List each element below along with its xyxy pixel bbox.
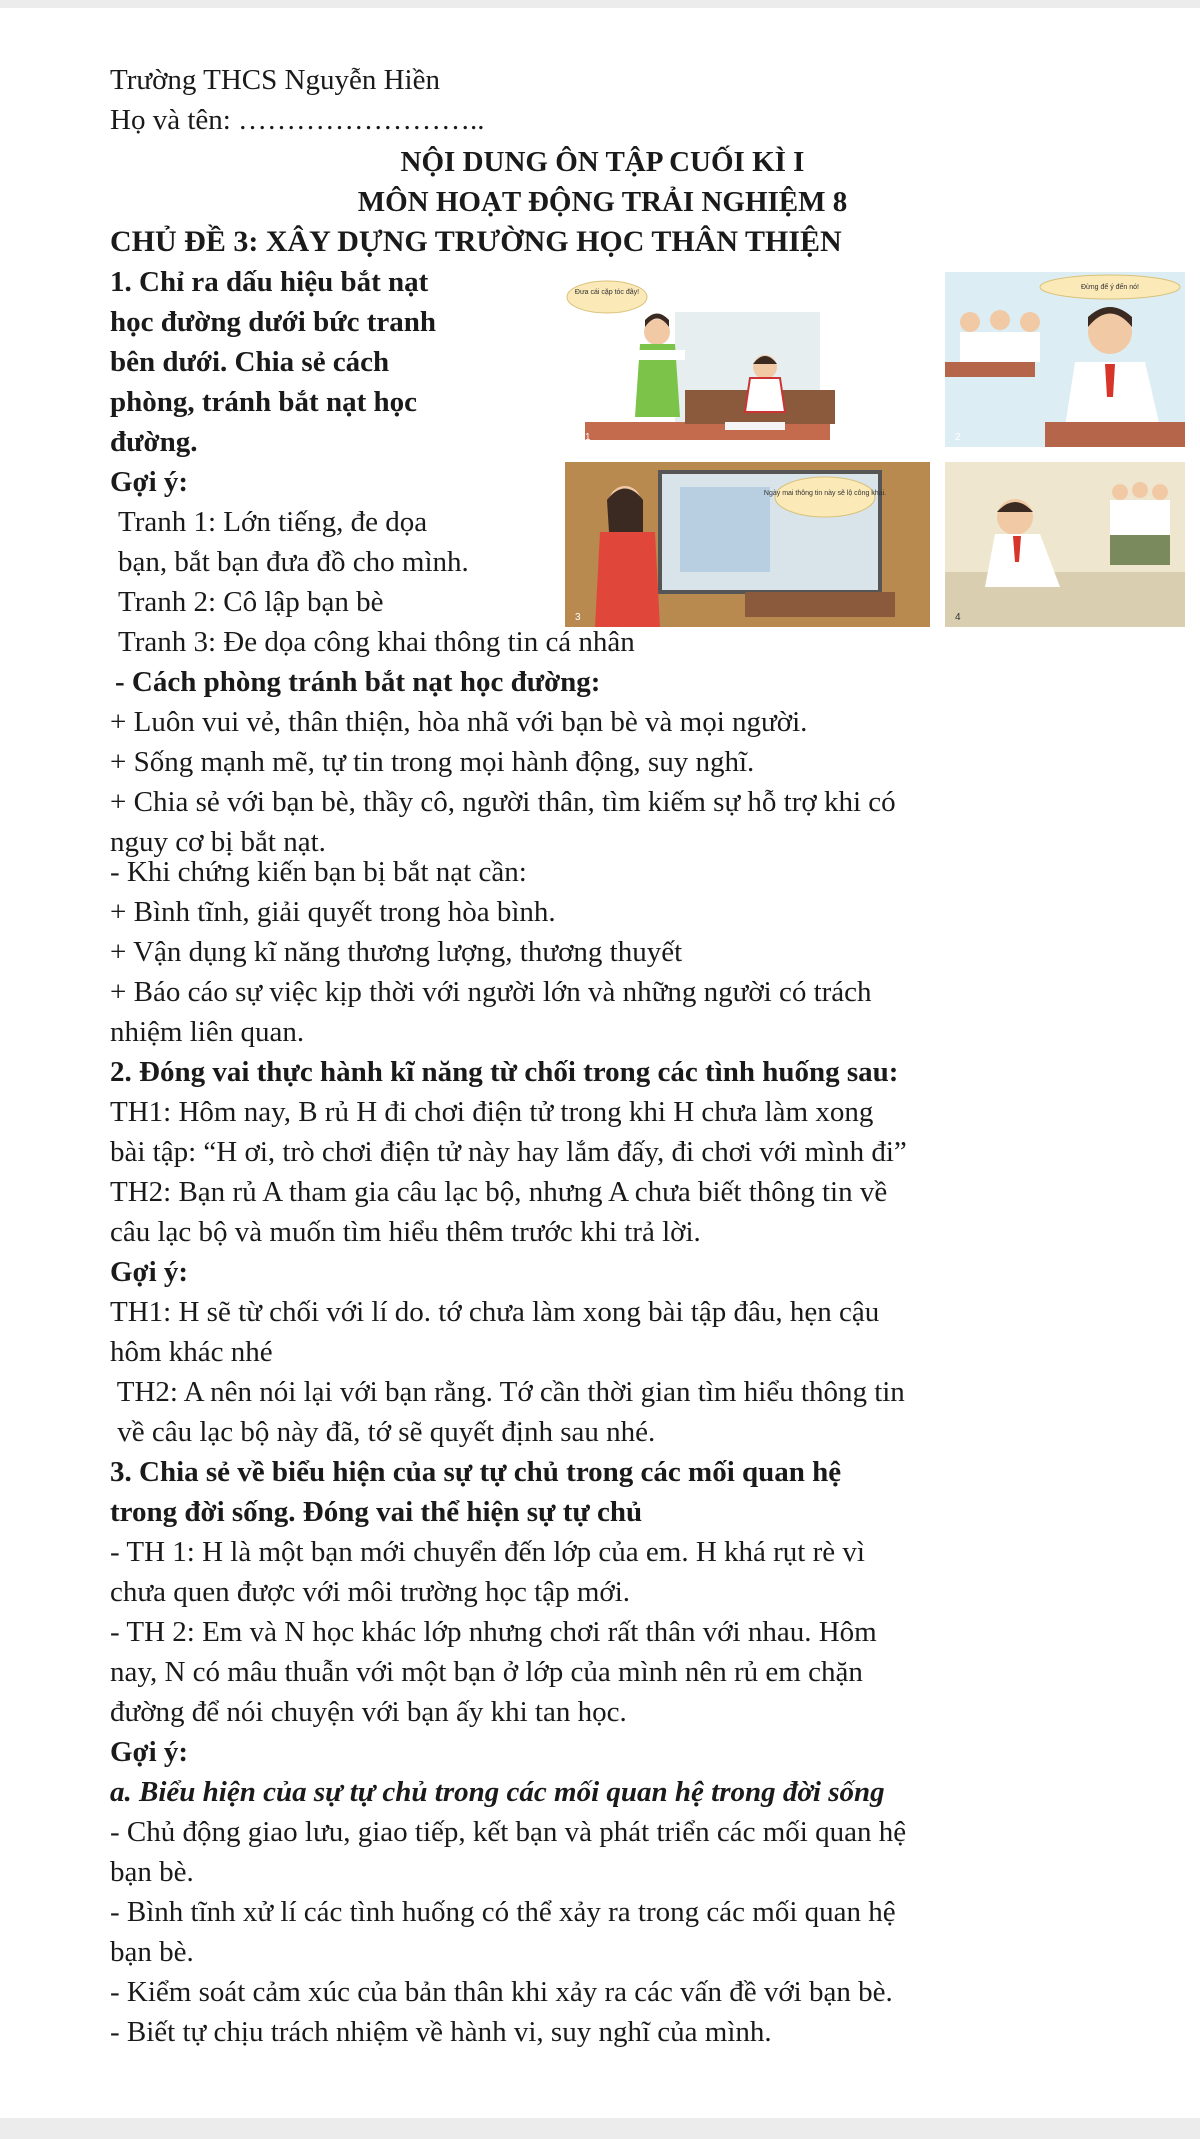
prevention-line: nguy cơ bị bắt nạt.	[110, 826, 326, 858]
document-page	[110, 60, 1140, 2052]
panel-2-bubble-text: Đừng để ý đến nó!	[1080, 284, 1140, 291]
subheading: a. Biểu hiện của sự tự chủ trong các mối quan hệ trong đời sống	[110, 1776, 885, 1808]
witness-line: + Báo cáo sự việc kịp thời với người lớn và những người có trách	[110, 976, 872, 1008]
hint-line: - Kiểm soát cảm xúc của bản thân khi xảy ra các vấn đề với bạn bè.	[110, 1976, 893, 2008]
question-1-line: bên dưới. Chia sẻ cách	[110, 346, 390, 378]
bottom-edge	[0, 2118, 1200, 2139]
question-1-line: phòng, tránh bắt nạt học	[110, 386, 417, 418]
prevention-heading: - Cách phòng tránh bắt nạt học đường:	[115, 666, 601, 698]
panel-3-bubble-text: Ngày mai thông tin này sẽ lộ công khai.	[763, 490, 887, 497]
panel-1-bubble-text: Đưa cái cặp tóc đây!	[574, 289, 640, 296]
hint-line: về câu lạc bộ này đã, tớ sẽ quyết định sau nhé.	[110, 1416, 656, 1448]
hint-line: bạn bè.	[110, 1856, 194, 1888]
name-field-label: Họ và tên: ……………………..	[110, 104, 485, 136]
question-3-heading: 3. Chia sẻ về biểu hiện của sự tự chủ trong các mối quan hệ	[110, 1456, 842, 1488]
scenario-line: - TH 2: Em và N học khác lớp nhưng chơi rất thân với nhau. Hôm	[110, 1616, 877, 1648]
prevention-line: + Sống mạnh mẽ, tự tin trong mọi hành động, suy nghĩ.	[110, 746, 755, 778]
hint-label: Gợi ý:	[110, 466, 189, 498]
scenario-line: TH2: Bạn rủ A tham gia câu lạc bộ, nhưng A chưa biết thông tin về	[110, 1176, 888, 1208]
hint-line: - Chủ động giao lưu, giao tiếp, kết bạn và phát triển các mối quan hệ	[110, 1816, 907, 1848]
scenario-line: TH1: Hôm nay, B rủ H đi chơi điện tử trong khi H chưa làm xong	[110, 1096, 874, 1128]
question-3-heading: trong đời sống. Đóng vai thể hiện sự tự chủ	[110, 1496, 643, 1528]
hint-line: TH1: H sẽ từ chối với lí do. tớ chưa làm xong bài tập đâu, hẹn cậu	[110, 1296, 880, 1328]
hint-line: bạn, bắt bạn đưa đồ cho mình.	[118, 546, 469, 578]
scenario-line: nay, N có mâu thuẫn với một bạn ở lớp của mình nên rủ em chặn	[110, 1656, 863, 1688]
panel-number: 2	[955, 432, 961, 443]
topic-title: CHỦ ĐỀ 3: XÂY DỰNG TRƯỜNG HỌC THÂN THIỆN	[110, 225, 842, 258]
witness-line: + Bình tĩnh, giải quyết trong hòa bình.	[110, 896, 556, 928]
question-1-line: đường.	[110, 426, 198, 458]
panel-number: 3	[575, 612, 581, 623]
scenario-line: chưa quen được với môi trường học tập mới.	[110, 1576, 631, 1608]
question-2-heading: 2. Đóng vai thực hành kĩ năng từ chối trong các tình huống sau:	[110, 1056, 899, 1088]
doc-subtitle: MÔN HOẠT ĐỘNG TRẢI NGHIỆM 8	[357, 186, 848, 218]
hint-label: Gợi ý:	[110, 1256, 189, 1288]
bullying-illustration	[565, 272, 1190, 642]
witness-heading: - Khi chứng kiến bạn bị bắt nạt cần:	[110, 856, 527, 888]
hint-line: - Biết tự chịu trách nhiệm về hành vi, suy nghĩ của mình.	[110, 2016, 772, 2048]
school-name: Trường THCS Nguyễn Hiền	[110, 64, 440, 96]
hint-line: Tranh 2: Cô lập bạn bè	[118, 586, 384, 618]
panel-3-image	[565, 462, 930, 627]
panel-number: 1	[585, 432, 591, 443]
scenario-line: - TH 1: H là một bạn mới chuyển đến lớp của em. H khá rụt rè vì	[110, 1536, 865, 1568]
scenario-line: bài tập: “H ơi, trò chơi điện tử này hay lắm đấy, đi chơi với mình đi”	[110, 1136, 907, 1168]
panel-2-image	[945, 272, 1185, 447]
panel-number: 4	[955, 612, 961, 623]
question-1-continued	[110, 622, 1095, 862]
hint-line: TH2: A nên nói lại với bạn rằng. Tớ cần thời gian tìm hiểu thông tin	[110, 1376, 905, 1408]
hint-line: hôm khác nhé	[110, 1336, 273, 1368]
prevention-line: + Chia sẻ với bạn bè, thầy cô, người thân, tìm kiếm sự hỗ trợ khi có	[110, 786, 896, 818]
witness-line: + Vận dụng kĩ năng thương lượng, thương thuyết	[110, 936, 683, 968]
hint-label: Gợi ý:	[110, 1736, 189, 1768]
top-edge	[0, 0, 1200, 8]
hint-line: bạn bè.	[110, 1936, 194, 1968]
question-1-block	[110, 262, 1140, 858]
panel-4-image	[945, 462, 1185, 627]
scenario-line: câu lạc bộ và muốn tìm hiểu thêm trước khi trả lời.	[110, 1216, 701, 1248]
hint-line: Tranh 3: Đe dọa công khai thông tin cá nhân	[118, 626, 635, 658]
question-1-line: 1. Chỉ ra dấu hiệu bắt nạt	[110, 266, 429, 298]
hint-line: Tranh 1: Lớn tiếng, đe dọa	[118, 506, 428, 538]
prevention-line: + Luôn vui vẻ, thân thiện, hòa nhã với bạn bè và mọi người.	[110, 706, 808, 738]
scenario-line: đường để nói chuyện với bạn ấy khi tan học.	[110, 1696, 627, 1728]
doc-title: NỘI DUNG ÔN TẬP CUỐI KÌ I	[400, 146, 805, 178]
hint-line: - Bình tĩnh xử lí các tình huống có thể xảy ra trong các mối quan hệ	[110, 1896, 896, 1928]
question-1-text	[110, 262, 555, 622]
panel-1-image	[565, 272, 930, 447]
witness-line: nhiệm liên quan.	[110, 1016, 305, 1048]
question-1-line: học đường dưới bức tranh	[110, 306, 437, 338]
